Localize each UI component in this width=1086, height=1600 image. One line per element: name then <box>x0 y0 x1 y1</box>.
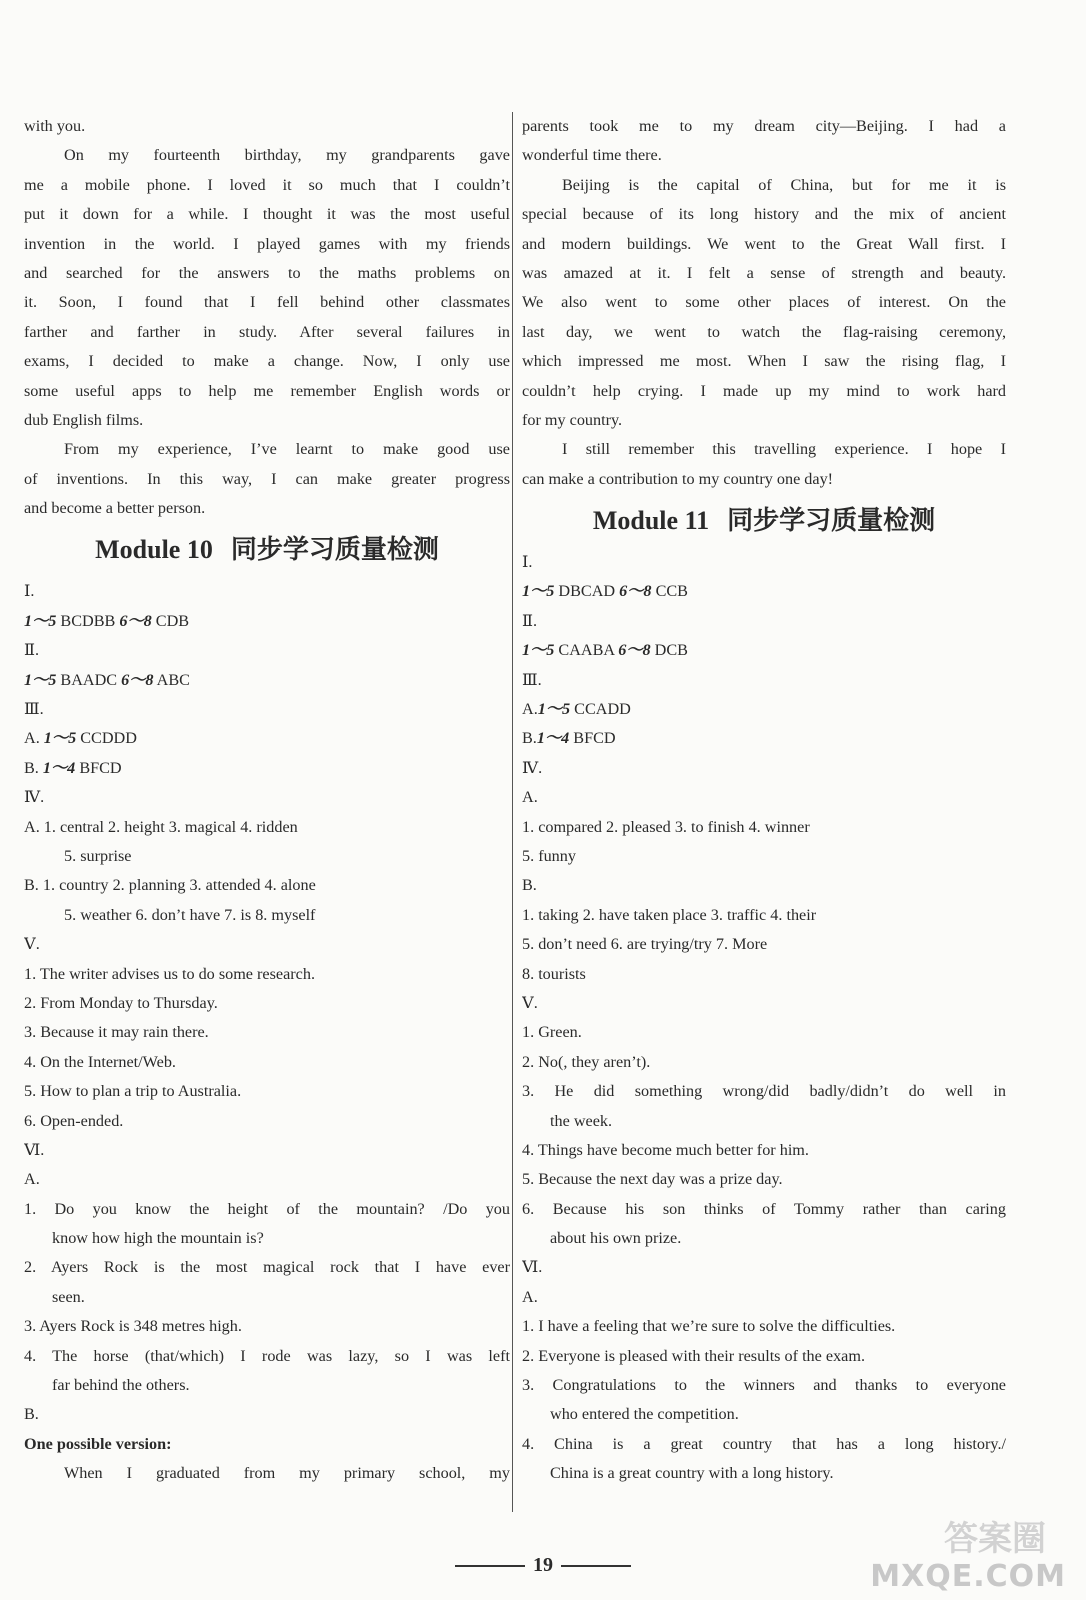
line-text: Ⅱ. <box>24 641 40 660</box>
line-text: ABC <box>153 670 190 689</box>
question-range: 6～8 <box>618 641 651 660</box>
text-line <box>24 1136 510 1165</box>
text-line <box>24 1224 510 1253</box>
line-text: 1. Green. <box>522 1023 582 1042</box>
line-text: Ⅳ. <box>24 788 45 807</box>
text-line <box>24 200 510 229</box>
line-text: 1. I have a feeling that we’re sure to solve the difficulties. <box>522 1317 896 1336</box>
line-text: Ⅰ. <box>24 582 35 601</box>
text-line <box>24 783 510 812</box>
text-line <box>522 1312 1006 1341</box>
line-text: Ⅵ. <box>24 1140 45 1159</box>
line-text: Ⅳ. <box>522 758 543 777</box>
text-line <box>522 783 1006 812</box>
text-line <box>24 377 510 406</box>
line-text: DBCAD <box>554 582 620 601</box>
text-line <box>24 607 510 636</box>
question-range: 1～5 <box>537 700 571 719</box>
line-text: B. <box>24 1405 39 1424</box>
text-line <box>522 200 1006 229</box>
text-line <box>522 1400 1006 1429</box>
line-text: A. <box>24 1170 40 1189</box>
text-line <box>24 347 510 376</box>
text-line <box>522 112 1006 141</box>
text-line <box>522 1136 1006 1165</box>
question-range: 1～4 <box>536 729 570 748</box>
question-range: 1～5 <box>24 611 57 630</box>
text-line <box>24 754 510 783</box>
text-line <box>24 636 510 665</box>
text-line <box>24 666 510 695</box>
question-range: 1～5 <box>24 670 57 689</box>
text-line <box>522 1430 1006 1459</box>
text-line <box>522 1253 1006 1282</box>
line-text: When I graduated from my primary school, my <box>64 1464 510 1483</box>
text-line <box>522 666 1006 695</box>
line-text: B. 1. country 2. planning 3. attended 4. alone <box>24 876 316 895</box>
line-text: B. <box>24 758 43 777</box>
line-text: it. Soon, I found that I fell behind other classmates <box>24 293 510 312</box>
line-text: CCADD <box>570 700 631 719</box>
line-text: 2. Ayers Rock is the most magical rock that I have ever <box>24 1258 510 1277</box>
line-text: 2. No(, they aren’t). <box>522 1052 651 1071</box>
text-line <box>24 813 510 842</box>
question-range: 1～5 <box>522 582 555 601</box>
module-label: Module 11 <box>592 506 710 536</box>
line-text: Ⅴ. <box>522 993 538 1012</box>
line-text: A. <box>24 729 44 748</box>
text-line <box>522 1371 1006 1400</box>
line-text: dub English films. <box>24 410 144 429</box>
line-text: On my fourteenth birthday, my grandparents gave <box>64 146 510 165</box>
text-line <box>24 901 510 930</box>
text-line <box>522 754 1006 783</box>
text-line <box>522 901 1006 930</box>
line-text: BFCD <box>75 758 122 777</box>
text-line <box>24 494 510 523</box>
text-line <box>522 1018 1006 1047</box>
line-text: me a mobile phone. I loved it so much that I couldn’t <box>24 175 510 194</box>
essay-continuation-right <box>522 112 1006 494</box>
line-text: some useful apps to help me remember English words or <box>24 381 510 400</box>
line-text: 1. The writer advises us to do some research. <box>24 964 315 983</box>
text-line <box>24 1048 510 1077</box>
line-text: B. <box>522 729 537 748</box>
line-text: 1. Do you know the height of the mountain? /Do you <box>24 1199 510 1218</box>
text-line <box>24 577 510 606</box>
text-line <box>522 989 1006 1018</box>
line-text: far behind the others. <box>52 1376 190 1395</box>
line-text: can make a contribution to my country one day! <box>522 469 834 488</box>
line-text: A. <box>522 788 538 807</box>
text-line <box>24 1312 510 1341</box>
line-text: B. <box>522 876 537 895</box>
text-line <box>24 1459 510 1488</box>
question-range: 6～8 <box>121 670 154 689</box>
text-line <box>522 1224 1006 1253</box>
line-text: A. <box>522 1287 538 1306</box>
line-text: A. 1. central 2. height 3. magical 4. ridden <box>24 817 298 836</box>
line-text: BAADC <box>56 670 122 689</box>
text-line <box>522 259 1006 288</box>
line-text: CCB <box>651 582 688 601</box>
line-text: 5. How to plan a trip to Australia. <box>24 1082 242 1101</box>
line-text: parents took me to my dream city—Beijing. I had a <box>522 117 1006 135</box>
line-text: invention in the world. I played games with my friends <box>24 234 510 253</box>
text-line <box>24 1195 510 1224</box>
text-line <box>522 406 1006 435</box>
line-text: 6. Open-ended. <box>24 1111 124 1130</box>
watermark-en: MXQE.COM <box>870 1559 1066 1594</box>
text-line <box>522 842 1006 871</box>
line-text: know how high the mountain is? <box>52 1229 264 1248</box>
text-line <box>24 1077 510 1106</box>
text-line <box>522 636 1006 665</box>
text-line <box>522 724 1006 753</box>
line-text: the week. <box>550 1111 613 1130</box>
text-line <box>522 577 1006 606</box>
question-range: 1～4 <box>42 758 76 777</box>
text-line <box>24 1342 510 1371</box>
text-line <box>522 695 1006 724</box>
text-line <box>24 1371 510 1400</box>
module-title: 同步学习质量检测 <box>230 535 439 566</box>
question-range: 1～5 <box>522 641 555 660</box>
line-text: last day, we went to watch the flag-raising ceremony, <box>522 322 1006 341</box>
text-line <box>522 435 1006 464</box>
text-line <box>522 318 1006 347</box>
line-text: CAABA <box>554 641 619 660</box>
text-line <box>522 1077 1006 1106</box>
text-line <box>522 465 1006 494</box>
line-text: wonderful time there. <box>522 146 662 165</box>
line-text: seen. <box>52 1287 85 1306</box>
line-text: BFCD <box>569 729 616 748</box>
line-text: 3. Congratulations to the winners and thanks to everyone <box>522 1376 1006 1395</box>
right-column <box>522 112 1006 1489</box>
line-text: for my country. <box>522 410 623 429</box>
watermark-cn: 答案圈 <box>944 1519 1046 1559</box>
line-text: of inventions. In this way, I can make greater progress <box>24 469 510 488</box>
line-text: We also went to some other places of interest. On the <box>522 293 1006 312</box>
text-line <box>522 1283 1006 1312</box>
text-line <box>522 1048 1006 1077</box>
text-line <box>24 960 510 989</box>
text-line <box>24 1107 510 1136</box>
text-line <box>24 406 510 435</box>
line-text: 2. From Monday to Thursday. <box>24 993 218 1012</box>
text-line <box>24 842 510 871</box>
text-line <box>522 960 1006 989</box>
left-column <box>24 112 510 1489</box>
line-text: with you. <box>24 117 86 135</box>
line-text: 6. Because his son thinks of Tommy rather than caring <box>522 1199 1006 1218</box>
line-text: and become a better person. <box>24 499 206 518</box>
question-range: 6～8 <box>619 582 652 601</box>
text-line <box>522 871 1006 900</box>
line-text: CDB <box>151 611 190 630</box>
text-line <box>522 141 1006 170</box>
line-text: 4. The horse (that/which) I rode was lazy, so I was left <box>24 1346 510 1365</box>
line-text: exams, I decided to make a change. Now, I only use <box>24 352 510 371</box>
line-text: DCB <box>650 641 688 660</box>
line-text: and modern buildings. We went to the Great Wall first. I <box>522 234 1006 253</box>
column-divider <box>512 112 513 1512</box>
line-text: Ⅲ. <box>522 670 542 689</box>
text-line <box>522 1342 1006 1371</box>
question-range: 1～5 <box>43 729 77 748</box>
line-text: 4. On the Internet/Web. <box>24 1052 176 1071</box>
question-range: 6～8 <box>119 611 152 630</box>
text-line <box>24 930 510 959</box>
line-text: From my experience, I’ve learnt to make good use <box>64 440 510 459</box>
text-line <box>24 112 510 141</box>
footer-ornament-left <box>455 1565 525 1567</box>
text-line <box>522 548 1006 577</box>
module-11-answers <box>522 548 1006 1489</box>
line-text: A. <box>522 700 538 719</box>
line-text: 4. Things have become much better for him. <box>522 1140 809 1159</box>
line-text: 1. compared 2. pleased 3. to finish 4. winner <box>522 817 810 836</box>
line-text: Beijing is the capital of China, but for me it is <box>562 175 1006 194</box>
text-line <box>24 1430 510 1459</box>
text-line <box>24 695 510 724</box>
line-text: 5. funny <box>522 846 576 865</box>
line-text: 5. surprise <box>64 846 132 865</box>
line-text: was amazed at it. I felt a sense of strength and beauty. <box>522 263 1006 282</box>
line-text: special because of its long history and the mix of ancient <box>522 205 1006 224</box>
text-line <box>24 171 510 200</box>
text-line <box>24 1018 510 1047</box>
text-line <box>24 465 510 494</box>
text-line <box>522 1165 1006 1194</box>
text-line <box>522 288 1006 317</box>
line-text: BCDBB <box>56 611 120 630</box>
essay-continuation-left <box>24 112 510 523</box>
line-text: who entered the competition. <box>550 1405 739 1424</box>
line-text: CCDDD <box>76 729 137 748</box>
text-line <box>24 141 510 170</box>
text-line <box>522 347 1006 376</box>
line-text: Ⅱ. <box>522 611 538 630</box>
line-text: 4. China is a great country that has a long history./ <box>522 1434 1006 1453</box>
module-11-heading <box>522 494 1006 548</box>
line-text: 2. Everyone is pleased with their results of the exam. <box>522 1346 865 1365</box>
text-line <box>522 171 1006 200</box>
line-text: Ⅰ. <box>522 553 533 572</box>
line-text: 3. Ayers Rock is 348 metres high. <box>24 1317 242 1336</box>
line-text: about his own prize. <box>550 1229 682 1248</box>
module-title: 同步学习质量检测 <box>727 506 936 537</box>
text-line <box>24 1165 510 1194</box>
line-text: Ⅴ. <box>24 935 40 954</box>
module-10-heading <box>24 523 510 577</box>
line-text: 3. Because it may rain there. <box>24 1023 209 1042</box>
footer-ornament-right <box>561 1565 631 1567</box>
line-text: 5. weather 6. don’t have 7. is 8. myself <box>64 905 316 924</box>
line-text: put it down for a while. I thought it was the most useful <box>24 205 510 224</box>
text-line <box>24 1400 510 1429</box>
line-text: Ⅵ. <box>522 1258 543 1277</box>
text-line <box>24 435 510 464</box>
text-line <box>522 813 1006 842</box>
text-line <box>522 1459 1006 1488</box>
text-line <box>24 288 510 317</box>
text-line <box>24 230 510 259</box>
text-line <box>522 377 1006 406</box>
text-line <box>522 930 1006 959</box>
line-text: and searched for the answers to the maths problems on <box>24 263 510 282</box>
text-line <box>522 1107 1006 1136</box>
line-text: 8. tourists <box>522 964 586 983</box>
module-label: Module 10 <box>95 535 213 565</box>
text-line <box>522 607 1006 636</box>
text-line <box>24 1283 510 1312</box>
module-10-answers <box>24 577 510 1488</box>
line-text: I still remember this travelling experience. I hope I <box>562 440 1006 459</box>
text-line <box>24 871 510 900</box>
line-text: Ⅲ. <box>24 700 44 719</box>
text-line <box>24 1253 510 1282</box>
text-line <box>24 724 510 753</box>
line-text: couldn’t help crying. I made up my mind to work hard <box>522 381 1006 400</box>
text-line <box>522 1195 1006 1224</box>
line-text: 1. taking 2. have taken place 3. traffic 4. their <box>522 905 817 924</box>
line-text: which impressed me most. When I saw the rising flag, I <box>522 352 1006 371</box>
line-text: 3. He did something wrong/did badly/didn’t do well in <box>522 1082 1006 1101</box>
text-line <box>24 318 510 347</box>
line-text: 5. Because the next day was a prize day. <box>522 1170 783 1189</box>
line-text: One possible version: <box>24 1434 172 1453</box>
line-text: 5. don’t need 6. are trying/try 7. More <box>522 935 768 954</box>
page-number: 19 <box>533 1554 553 1576</box>
text-line <box>24 259 510 288</box>
text-line <box>24 989 510 1018</box>
line-text: China is a great country with a long history. <box>550 1464 834 1483</box>
line-text: farther and farther in study. After several failures in <box>24 322 510 341</box>
text-line <box>522 230 1006 259</box>
